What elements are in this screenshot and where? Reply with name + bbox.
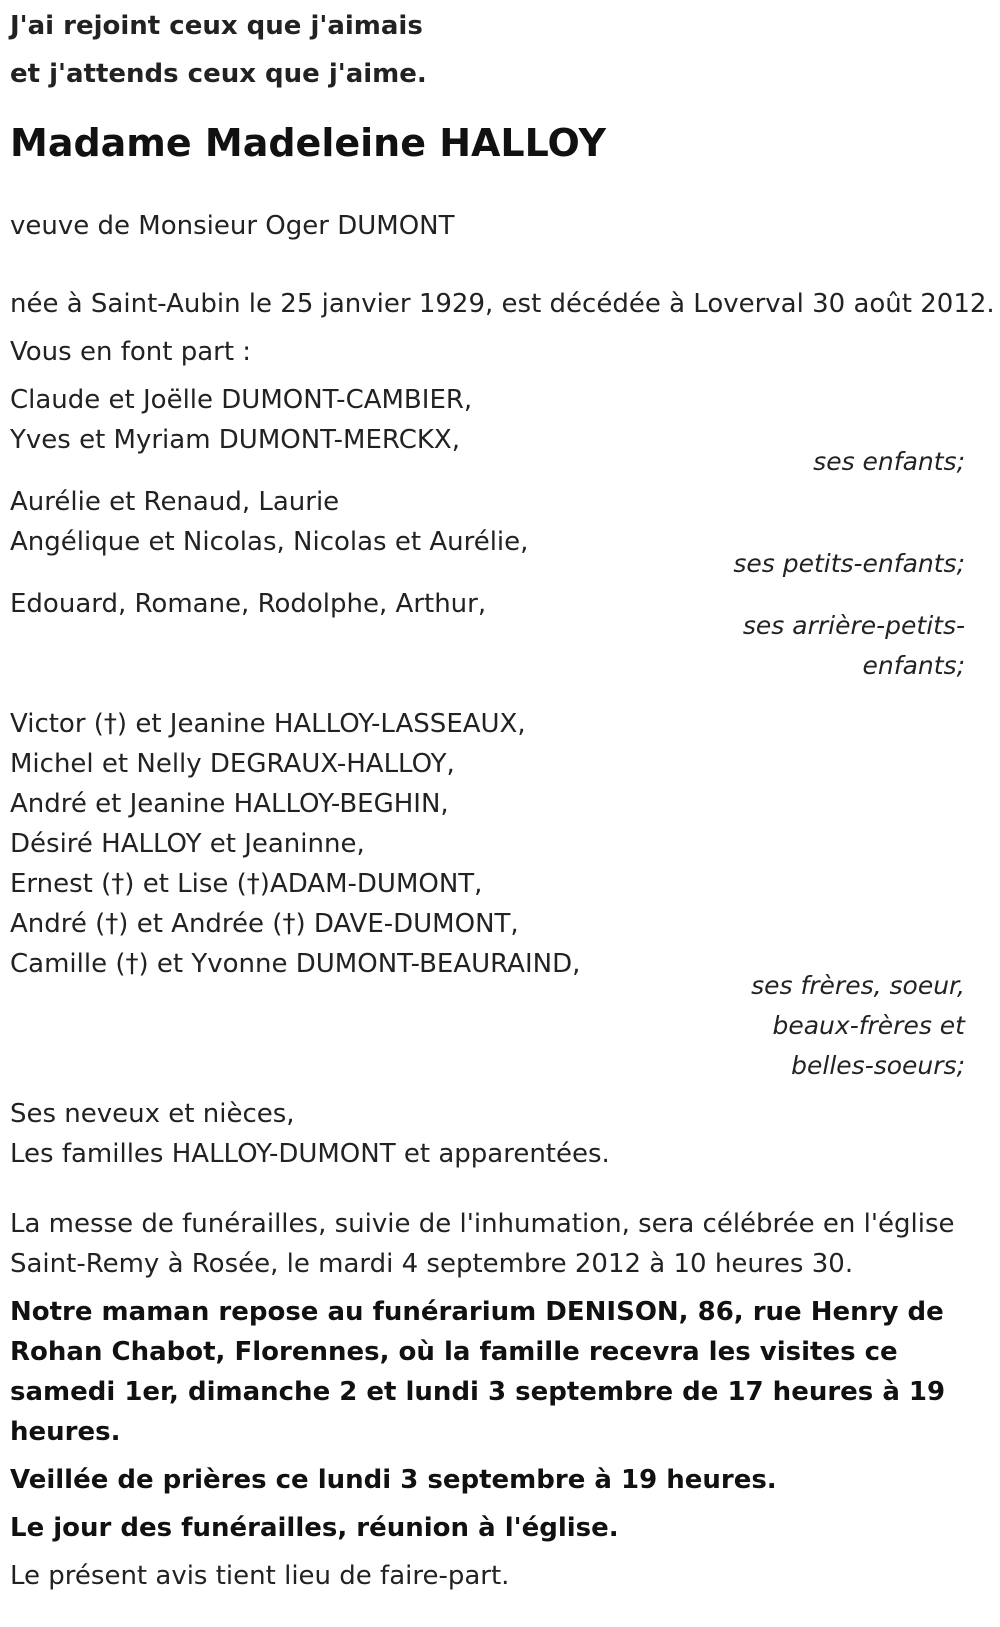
sibling-line: Désiré HALLOY et Jeaninne,	[10, 829, 365, 859]
sibling-line: Victor (†) et Jeanine HALLOY-LASSEAUX,	[10, 709, 526, 739]
grandchildren-group	[10, 482, 995, 584]
great-grandchildren-group	[10, 584, 995, 686]
mass-info: La messe de funérailles, suivie de l'inhumation, sera célébrée en l'église Saint-Remy à Rosée, le mardi 4 septembre 2012 à 10 heures 30.	[10, 1209, 955, 1279]
children-group	[10, 380, 995, 482]
others-group	[10, 1094, 995, 1174]
announce-intro: Vous en font part :	[10, 337, 252, 367]
epitaph-line-2: et j'attends ceux que j'aime.	[10, 59, 427, 89]
sibling-line: Camille (†) et Yvonne DUMONT-BEAURAIND,	[10, 949, 581, 979]
siblings-role: ses frères, soeur, beaux-frères et belles-soeurs;	[751, 971, 965, 1080]
birth-death-line: née à Saint-Aubin le 25 janvier 1929, est décédée à Loverval 30 août 2012.	[10, 289, 995, 319]
sibling-line: André (†) et Andrée (†) DAVE-DUMONT,	[10, 909, 519, 939]
funerarium-info: Notre maman repose au funérarium DENISON, 86, rue Henry de Rohan Chabot, Florennes, où la famille recevra les visites ce samedi 1er, dimanche 2 et lundi 3 septembre de 17 heures à 19 heures.	[10, 1297, 946, 1447]
great-grandchildren-role: ses arrière-petits-enfants;	[742, 611, 965, 680]
grandchildren-line: Angélique et Nicolas, Nicolas et Aurélie,	[10, 527, 529, 557]
obituary-notice	[10, 0, 995, 1596]
meeting-info: Le jour des funérailles, réunion à l'église.	[10, 1513, 619, 1543]
others-line-1: Ses neveux et nièces,	[10, 1099, 295, 1129]
others-line-2: Les familles HALLOY-DUMONT et apparentées.	[10, 1139, 610, 1169]
grandchildren-role: ses petits-enfants;	[733, 549, 965, 578]
grandchildren-line: Aurélie et Renaud, Laurie	[10, 487, 340, 517]
children-line: Claude et Joëlle DUMONT-CAMBIER,	[10, 385, 473, 415]
deceased-name: Madame Madeleine HALLOY	[10, 121, 606, 165]
children-line: Yves et Myriam DUMONT-MERCKX,	[10, 425, 460, 455]
closing-line: Le présent avis tient lieu de faire-part.	[10, 1561, 510, 1591]
siblings-group	[10, 704, 995, 1086]
sibling-line: André et Jeanine HALLOY-BEGHIN,	[10, 789, 449, 819]
great-grandchildren-line: Edouard, Romane, Rodolphe, Arthur,	[10, 589, 487, 619]
epitaph	[10, 2, 995, 98]
children-role: ses enfants;	[813, 447, 965, 476]
epitaph-line-1: J'ai rejoint ceux que j'aimais	[10, 11, 423, 41]
sibling-line: Ernest (†) et Lise (†)ADAM-DUMONT,	[10, 869, 483, 899]
spouse-line: veuve de Monsieur Oger DUMONT	[10, 211, 455, 241]
vigil-info: Veillée de prières ce lundi 3 septembre à 19 heures.	[10, 1465, 777, 1495]
sibling-line: Michel et Nelly DEGRAUX-HALLOY,	[10, 749, 455, 779]
